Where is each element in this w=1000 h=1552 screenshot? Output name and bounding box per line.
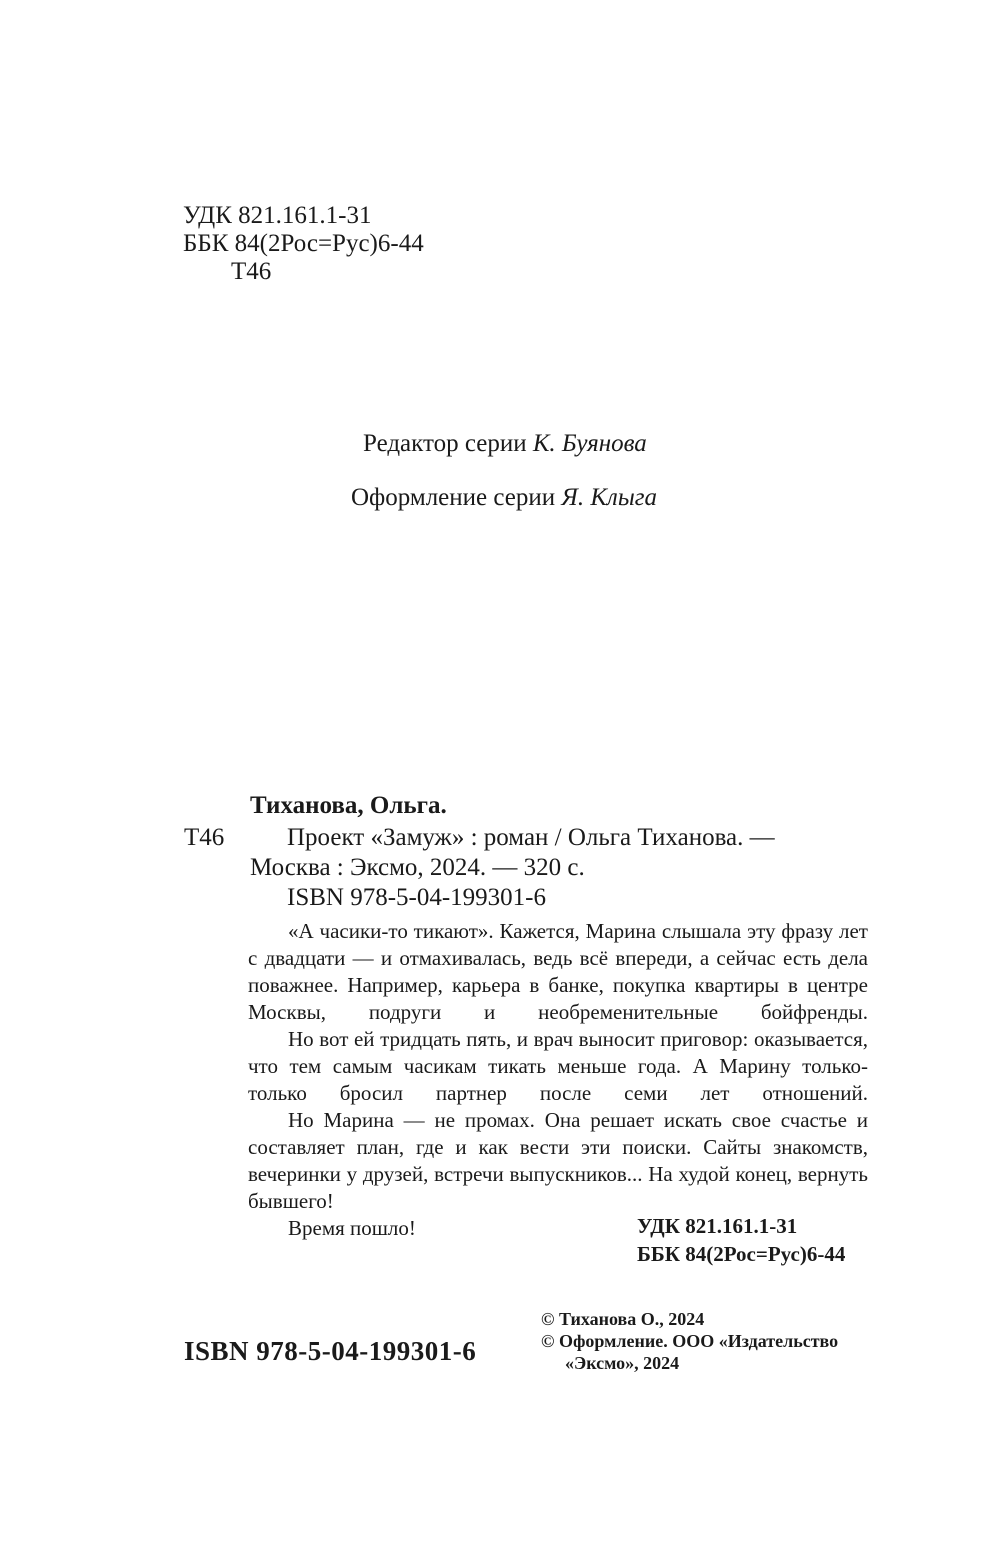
copyright-design: © Оформление. ООО «Издательство xyxy=(541,1331,839,1351)
series-editor-line xyxy=(363,430,647,458)
series-design-name: Я. Клыга xyxy=(561,484,658,511)
isbn-main: ISBN 978-5-04-199301-6 xyxy=(184,1336,477,1366)
copyright-author: © Тиханова О., 2024 xyxy=(541,1309,705,1329)
bib-isbn: ISBN 978-5-04-199301-6 xyxy=(287,884,547,911)
annotation-paragraph: Но Марина — не промах. Она решает искать свое счастье и составляет план, где и как вести эти поиски. Сайты знакомств, вечеринки у друзей, встречи выпускников... На худой конец, вернуть бывшего! xyxy=(248,1108,868,1213)
bib-title-line: Проект «Замуж» : роман / Ольга Тиханова. — xyxy=(287,824,775,851)
annotation-paragraph: «А часики-то тикают». Кажется, Марина слышала эту фразу лет с двадцати — и отмахивалась, ведь всё впереди, а сейчас есть дела поважнее. Например, карьера в банке, покупка квартиры в центре Москвы, подруги и необременительные бойфренды. xyxy=(248,919,868,1024)
copyright-publisher: «Эксмо», 2024 xyxy=(565,1353,680,1373)
bbk-code: ББК 84(2Рос=Рус)6-44 xyxy=(183,230,424,257)
bib-author-mark: Т46 xyxy=(184,824,225,851)
annotation-paragraph: Время пошло! xyxy=(288,1216,416,1240)
udk-code-bottom: УДК 821.161.1-31 xyxy=(637,1214,798,1238)
author-mark: Т46 xyxy=(231,258,272,285)
bib-imprint-line: Москва : Эксмо, 2024. — 320 с. xyxy=(250,854,585,881)
annotation xyxy=(248,918,868,1242)
series-editor-name: К. Буянова xyxy=(532,430,647,457)
series-design-label: Оформление серии xyxy=(351,484,556,511)
udk-code: УДК 821.161.1-31 xyxy=(183,202,372,229)
annotation-paragraph: Но вот ей тридцать пять, и врач выносит приговор: оказывается, что тем самым часикам тикать меньше года. А Марину только-только бросил партнер после семи лет отношений. xyxy=(248,1027,868,1105)
series-editor-label: Редактор серии xyxy=(363,430,527,457)
author-heading: Тиханова, Ольга. xyxy=(250,792,447,819)
series-design-line xyxy=(351,484,657,512)
bbk-code-bottom: ББК 84(2Рос=Рус)6-44 xyxy=(637,1242,846,1266)
